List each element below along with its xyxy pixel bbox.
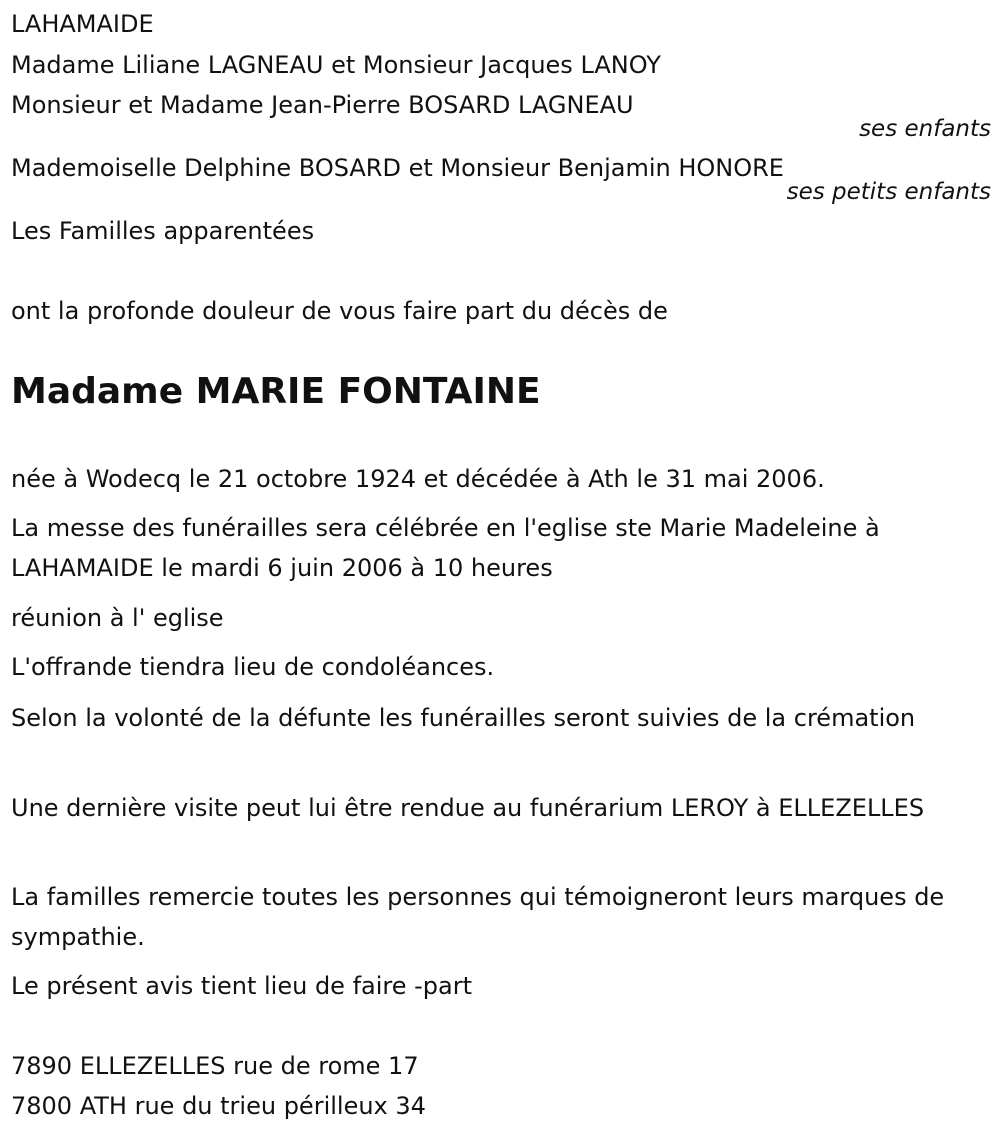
birth-death-text: née à Wodecq le 21 octobre 1924 et décédée à Ath le 31 mai 2006. (11, 465, 825, 493)
address-ellezelles: 7890 ELLEZELLES rue de rome 17 (11, 1052, 419, 1080)
children-line-1: Madame Liliane LAGNEAU et Monsieur Jacques LANOY (11, 51, 661, 79)
grandchildren-label: ses petits enfants (786, 179, 991, 205)
offering-text: L'offrande tiendra lieu de condoléances. (11, 653, 495, 681)
deceased-name: Madame MARIE FONTAINE (11, 371, 541, 412)
meeting-text: réunion à l' eglise (11, 604, 224, 632)
thanks-text: La familles remercie toutes les personnes qui témoigneront leurs marques de sympathie. (11, 883, 945, 951)
address-ath: 7800 ATH rue du trieu périlleux 34 (11, 1092, 426, 1120)
place-heading: LAHAMAIDE (11, 10, 154, 38)
visit-text: Une dernière visite peut lui être rendue au funérarium LEROY à ELLEZELLES (11, 794, 925, 822)
funeral-mass-text: La messe des funérailles sera célébrée en l'eglise ste Marie Madeleine à LAHAMAIDE le mardi 6 juin 2006 à 10 heures (11, 514, 880, 582)
cremation-text: Selon la volonté de la défunte les funérailles seront suivies de la crémation (11, 704, 916, 732)
grandchildren-line: Mademoiselle Delphine BOSARD et Monsieur Benjamin HONORE (11, 154, 784, 182)
notice-text: Le présent avis tient lieu de faire -part (11, 972, 473, 1000)
announcement-text: ont la profonde douleur de vous faire part du décès de (11, 297, 668, 325)
children-label: ses enfants (859, 116, 991, 142)
families-line: Les Familles apparentées (11, 217, 315, 245)
children-line-2: Monsieur et Madame Jean-Pierre BOSARD LAGNEAU (11, 91, 634, 119)
